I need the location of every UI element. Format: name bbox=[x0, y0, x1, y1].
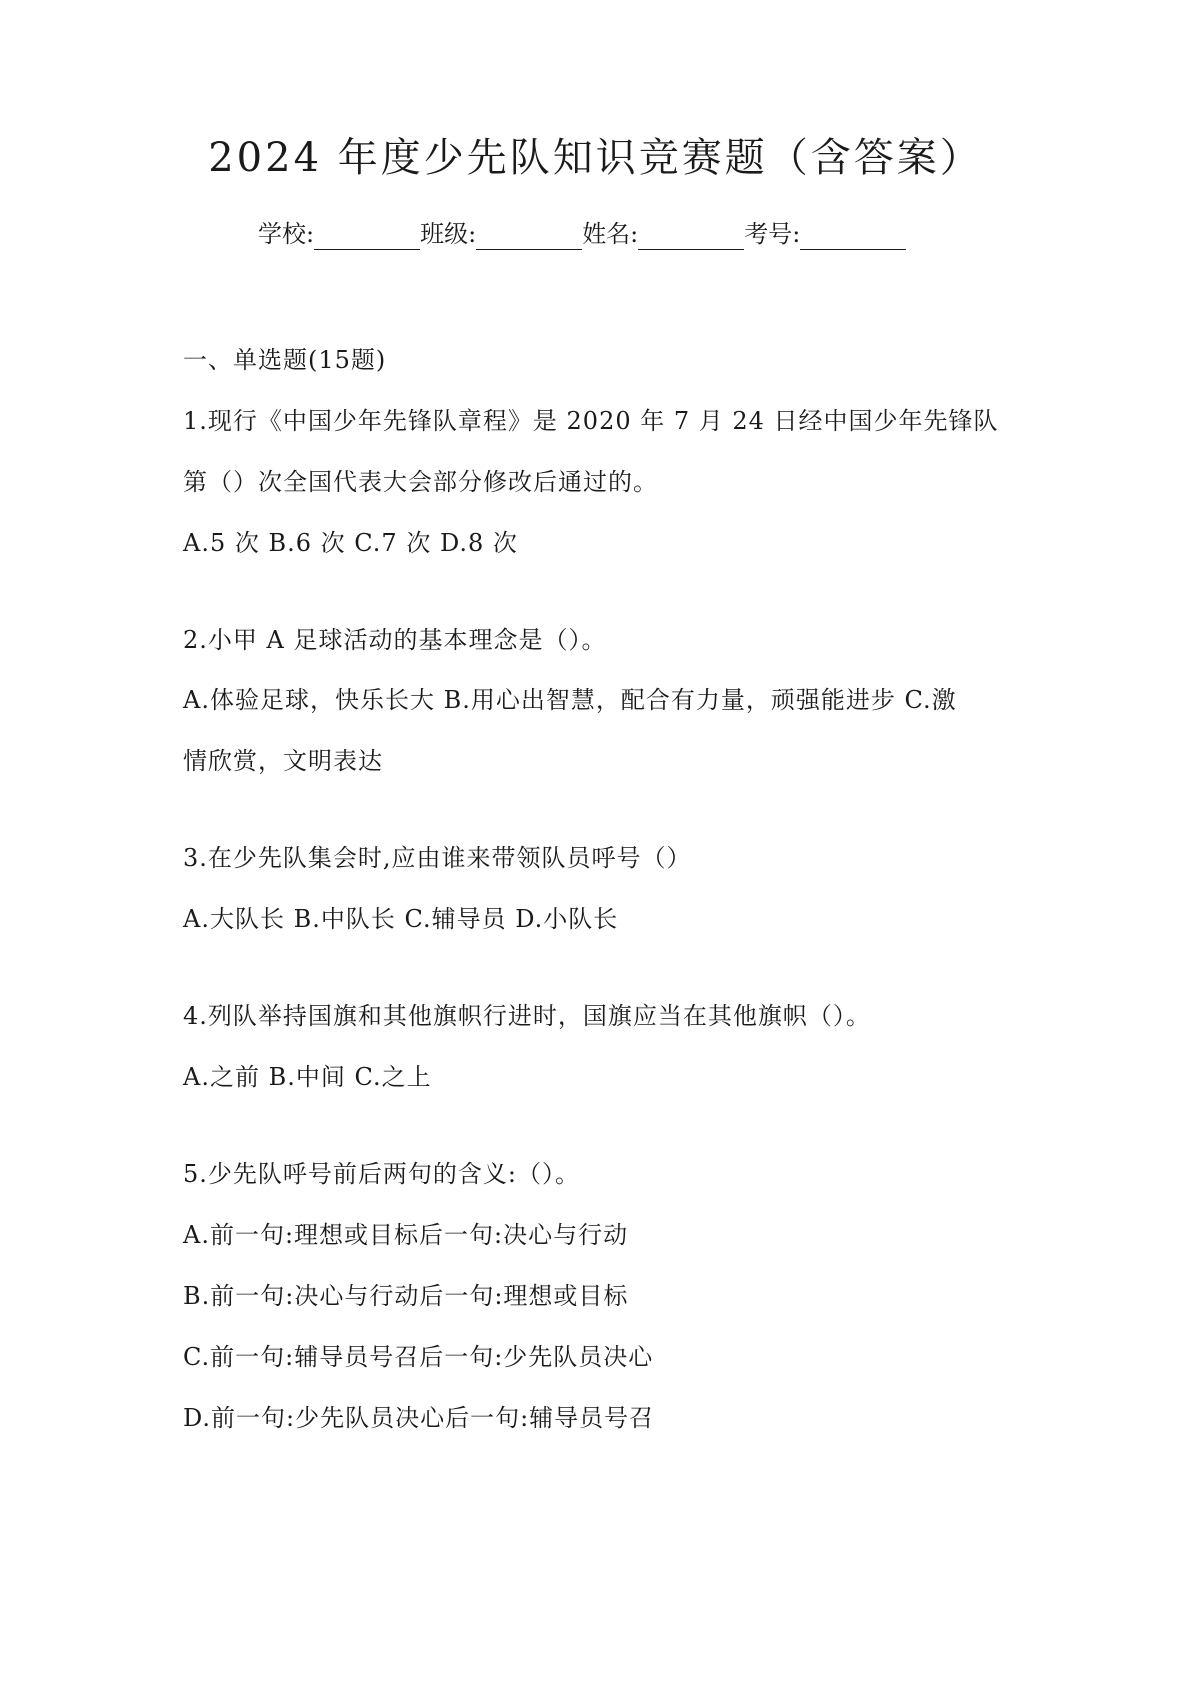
question-2-options-line-1: A.体验足球，快乐长大 B.用心出智慧，配合有力量，顽强能进步 C.激 bbox=[183, 686, 957, 714]
student-info-row bbox=[258, 218, 906, 250]
question-4-stem: 4.列队举持国旗和其他旗帜行进时，国旗应当在其他旗帜（）。 bbox=[183, 1002, 871, 1030]
exam-number-blank bbox=[800, 223, 906, 250]
question-5-option-a: A.前一句:理想或目标后一句:决心与行动 bbox=[183, 1221, 629, 1249]
question-3-options: A.大队长 B.中队长 C.辅导员 D.小队长 bbox=[183, 905, 619, 933]
question-1-options: A.5 次 B.6 次 C.7 次 D.8 次 bbox=[183, 529, 518, 557]
question-2-stem: 2.小甲 A 足球活动的基本理念是（）。 bbox=[183, 626, 607, 654]
question-5-option-d: D.前一句:少先队员决心后一句:辅导员号召 bbox=[183, 1404, 655, 1432]
question-4-options: A.之前 B.中间 C.之上 bbox=[183, 1063, 432, 1091]
question-5-option-c: C.前一句:辅导员号召后一句:少先队员决心 bbox=[183, 1343, 654, 1371]
section-heading: 一、单选题(15题) bbox=[183, 346, 387, 374]
question-1-stem-line-1: 1.现行《中国少年先锋队章程》是 2020 年 7 月 24 日经中国少年先锋队 bbox=[183, 407, 999, 435]
question-3-stem: 3.在少先队集会时,应由谁来带领队员呼号（） bbox=[183, 844, 692, 872]
page-title: 2024 年度少先队知识竞赛题（含答案） bbox=[208, 135, 983, 181]
school-blank bbox=[314, 223, 420, 250]
question-5-option-b: B.前一句:决心与行动后一句:理想或目标 bbox=[183, 1282, 629, 1310]
question-5-stem: 5.少先队呼号前后两句的含义:（）。 bbox=[183, 1160, 580, 1188]
question-2-options-line-2: 情欣赏，文明表达 bbox=[183, 747, 383, 775]
class-blank bbox=[476, 223, 582, 250]
exam-number-label: 考号: bbox=[744, 220, 801, 248]
class-label: 班级: bbox=[420, 220, 477, 248]
name-label: 姓名: bbox=[582, 220, 639, 248]
name-blank bbox=[638, 223, 744, 250]
school-label: 学校: bbox=[258, 220, 315, 248]
question-1-stem-line-2: 第（）次全国代表大会部分修改后通过的。 bbox=[183, 468, 658, 496]
